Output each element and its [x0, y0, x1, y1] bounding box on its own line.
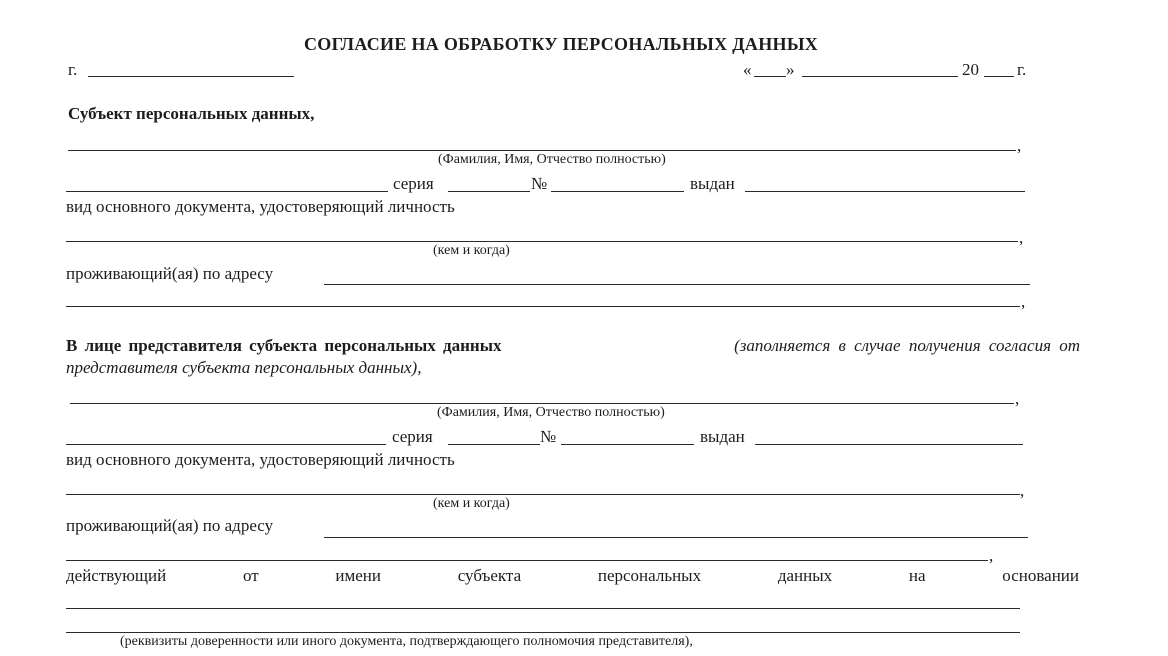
subject-address-field-2[interactable] [66, 306, 1020, 307]
comma: , [1017, 136, 1022, 155]
rep-by-whom-field[interactable] [66, 494, 1020, 495]
power-doc-field-2[interactable] [66, 632, 1020, 633]
acting-word: от [242, 566, 259, 585]
power-doc-field-1[interactable] [66, 608, 1020, 609]
acting-word: действующий [66, 566, 167, 585]
rep-address-field-1[interactable] [324, 537, 1028, 538]
representative-heading-line-1 [66, 336, 1080, 356]
subject-number-field[interactable] [551, 191, 684, 192]
doc-type-label: вид основного документа, удостоверяющий личность [66, 450, 455, 469]
date-open-quote: « [743, 60, 752, 79]
document-title: СОГЛАСИЕ НА ОБРАБОТКУ ПЕРСОНАЛЬНЫХ ДАННЫХ [304, 34, 819, 54]
fio-caption: (Фамилия, Имя, Отчество полностью) [437, 405, 665, 420]
year-prefix: 20 [962, 60, 979, 79]
day-field[interactable] [754, 76, 786, 77]
representative-note-1: (заполняется в случае получения согласия от [734, 336, 1080, 355]
subject-address-field-1[interactable] [324, 284, 1030, 285]
address-label: проживающий(ая) по адресу [66, 516, 274, 535]
year-field[interactable] [984, 76, 1014, 77]
city-prefix: г. [68, 60, 78, 79]
doc-type-label: вид основного документа, удостоверяющий личность [66, 197, 455, 216]
month-field[interactable] [802, 76, 958, 77]
by-whom-caption: (кем и когда) [433, 496, 510, 511]
subject-heading: Субъект персональных данных, [68, 104, 315, 123]
rep-issued-field[interactable] [755, 444, 1023, 445]
rep-seria-field[interactable] [448, 444, 540, 445]
city-field[interactable] [88, 76, 294, 77]
rep-doc-field[interactable] [66, 444, 386, 445]
acting-word: имени [335, 566, 381, 585]
comma: , [1019, 228, 1024, 247]
issued-label: выдан [690, 174, 735, 193]
acting-word: основании [1002, 566, 1079, 585]
acting-word: данных [777, 566, 833, 585]
date-close-quote: » [786, 60, 795, 79]
comma: , [1015, 389, 1020, 408]
seria-label: серия [393, 174, 434, 193]
acting-word: персональных [597, 566, 702, 585]
comma: , [1021, 292, 1026, 311]
subject-fio-field[interactable] [68, 150, 1016, 151]
representative-heading: В лице представителя субъекта персональных данных [66, 336, 502, 355]
number-label: № [531, 174, 548, 193]
power-caption: (реквизиты доверенности или иного документа, подтверждающего полномочия представителя), [120, 634, 693, 649]
rep-address-field-2[interactable] [66, 560, 988, 561]
subject-by-whom-field[interactable] [66, 241, 1018, 242]
fio-caption: (Фамилия, Имя, Отчество полностью) [438, 152, 666, 167]
rep-fio-field[interactable] [70, 403, 1014, 404]
subject-doc-field[interactable] [66, 191, 388, 192]
by-whom-caption: (кем и когда) [433, 243, 510, 258]
acting-word: на [908, 566, 926, 585]
acting-line [66, 566, 1079, 586]
year-suffix: г. [1017, 60, 1027, 79]
acting-word: субъекта [457, 566, 522, 585]
rep-number-field[interactable] [561, 444, 694, 445]
subject-seria-field[interactable] [448, 191, 530, 192]
address-label: проживающий(ая) по адресу [66, 264, 274, 283]
issued-label: выдан [700, 427, 745, 446]
representative-note-2: представителя субъекта персональных данных), [66, 358, 422, 377]
number-label: № [540, 427, 557, 446]
comma: , [989, 546, 994, 565]
seria-label: серия [392, 427, 433, 446]
subject-issued-field[interactable] [745, 191, 1025, 192]
comma: , [1020, 481, 1025, 500]
